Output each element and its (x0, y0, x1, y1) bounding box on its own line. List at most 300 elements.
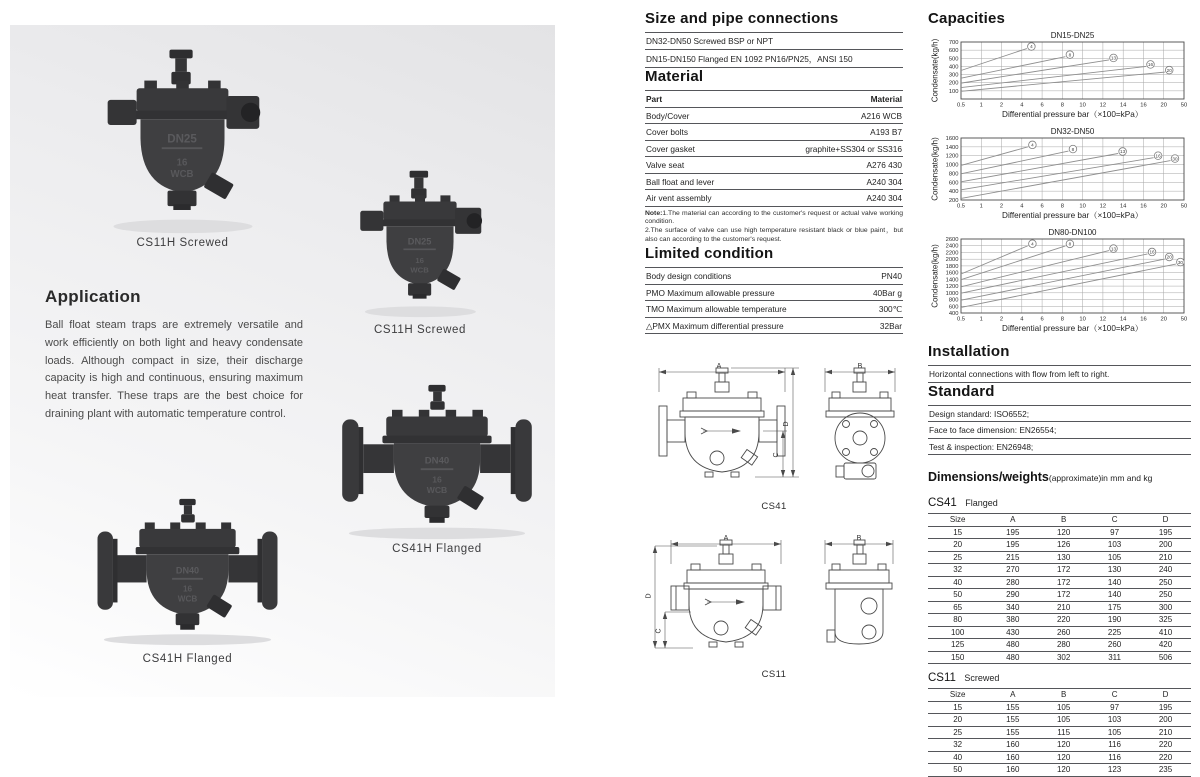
table-cell: 210 (1140, 551, 1191, 564)
section-title-size: Size and pipe connections (645, 10, 839, 27)
table-cell: 116 (1089, 739, 1140, 752)
table-cell: 50 (928, 764, 987, 777)
cs11-table-name: CS11 (928, 672, 956, 684)
row-label: PMO Maximum allowable pressure (646, 287, 775, 298)
table-cell: 97 (1089, 526, 1140, 539)
y-tick-label: 1000 (945, 290, 959, 297)
material-table (645, 90, 903, 207)
table-header-row (928, 689, 1191, 702)
body-marking-dn: DN40 (175, 565, 200, 576)
table-cell: 260 (1089, 639, 1140, 652)
valve-caption: CS41H Flanged (142, 653, 233, 665)
table-cell: 115 (1038, 726, 1089, 739)
x-tick-label: 2 (999, 102, 1004, 109)
table-cell: 20 (928, 539, 987, 552)
table-cell: 140 (1089, 589, 1140, 602)
y-tick-label: 600 (948, 48, 959, 55)
table-cell: 200 (1140, 714, 1191, 727)
y-axis-label: Condensate(kg/h) (930, 137, 940, 201)
row-label: Ball float and lever (646, 176, 715, 187)
curve-marker-label: 4 (1031, 241, 1034, 247)
table-cell: 103 (1089, 714, 1140, 727)
y-tick-label: 700 (948, 40, 959, 46)
table-cell: 280 (1038, 639, 1089, 652)
cs11-side-view (825, 535, 893, 644)
table-row (928, 526, 1191, 539)
row-label: Body/Cover (646, 110, 690, 121)
y-tick-label: 1800 (945, 263, 959, 270)
table-cell: 50 (928, 589, 987, 602)
x-tick-label: 20 (1160, 203, 1167, 210)
section-title-material: Material (645, 68, 704, 85)
row-label: Cover bolts (646, 127, 688, 137)
table-cell: 105 (1089, 726, 1140, 739)
note-line-1: 1.The material can according to the customer's request or actual valve working condition. (645, 209, 903, 226)
row-value: 32Bar (879, 320, 902, 331)
x-axis-label: Differential pressure bar（×100=kPa） (1002, 211, 1143, 220)
x-tick-label: 12 (1099, 102, 1107, 109)
body-marking-dn: DN25 (167, 133, 197, 146)
table-cell: 32 (928, 739, 987, 752)
valve-photo-cs11h-mid (345, 163, 495, 321)
curve-marker-label: 4 (1031, 142, 1034, 148)
column-header: Size (928, 514, 987, 527)
column-header: Size (928, 689, 987, 702)
capacity-chart-dn80-dn100 (928, 227, 1191, 337)
material-header-material: Material (870, 94, 902, 104)
material-note (645, 210, 903, 246)
application-text: Ball float steam traps are extremely versatile and work efficiently on both light and heavy condensate loads. Although compact in size, their discharge capacity is high and continuous, ensuring maximum heat transfer. These traps are the best choice for draining plant with automatic temperature control. (45, 319, 303, 421)
dim-label-d: D (645, 593, 653, 599)
cs41-table-heading (928, 493, 1191, 511)
y-tick-label: 1600 (945, 136, 959, 142)
table-row (928, 576, 1191, 589)
table-cell: 430 (987, 626, 1038, 639)
dim-label-a: A (716, 363, 722, 371)
pipe-connection-rows (645, 32, 903, 68)
cs41-table-name: CS41 (928, 497, 957, 509)
y-tick-label: 2600 (945, 237, 959, 243)
table-cell: 410 (1140, 626, 1191, 639)
material-row (645, 190, 903, 207)
table-cell: 155 (987, 701, 1038, 714)
x-tick-label: 8 (1060, 316, 1064, 323)
table-cell: 105 (1089, 551, 1140, 564)
y-tick-label: 100 (948, 88, 959, 95)
cs41-technical-drawing (645, 348, 903, 512)
table-cell: 250 (1140, 576, 1191, 589)
table-cell: 80 (928, 614, 987, 627)
table-cell: 200 (1140, 539, 1191, 552)
body-marking-wcb: WCB (426, 485, 448, 496)
row-label: △PMX Maximum differential pressure (646, 320, 784, 331)
y-tick-label: 200 (948, 80, 959, 87)
table-cell: 15 (928, 526, 987, 539)
product-gallery (10, 25, 555, 697)
y-tick-label: 1000 (945, 162, 959, 169)
dimensions-table (928, 688, 1191, 777)
material-row (645, 141, 903, 158)
table-cell: 25 (928, 726, 987, 739)
installation-row: Horizontal connections with flow from left to right. (928, 366, 1191, 383)
x-tick-label: 12 (1099, 316, 1107, 323)
capacity-curve (961, 151, 1068, 174)
capacity-chart-dn32-dn50 (928, 126, 1191, 224)
column-header: D (1140, 514, 1191, 527)
table-cell: 480 (987, 651, 1038, 664)
dim-label-d: D (783, 421, 790, 427)
table-cell: 260 (1038, 626, 1089, 639)
x-tick-label: 1 (979, 102, 983, 109)
y-tick-label: 2000 (945, 257, 959, 264)
table-cell: 215 (987, 551, 1038, 564)
table-cell: 340 (987, 601, 1038, 614)
valve-photo-cs41h-bottom (85, 497, 290, 647)
table-row (928, 701, 1191, 714)
dimensions-table (928, 513, 1191, 664)
x-tick-label: 12 (1099, 203, 1107, 210)
column-header: C (1089, 689, 1140, 702)
row-label: TMO Maximum allowable temperature (646, 304, 787, 315)
y-tick-label: 800 (948, 171, 959, 178)
table-cell: 250 (1140, 589, 1191, 602)
row-value: 40Bar g (872, 287, 902, 298)
section-title-capacities: Capacities (928, 10, 1006, 27)
curve-marker-label: 30 (1177, 259, 1183, 265)
x-tick-label: 0.5 (956, 203, 966, 210)
table-row (928, 751, 1191, 764)
table-cell: 97 (1089, 701, 1140, 714)
table-cell: 20 (928, 714, 987, 727)
table-cell: 420 (1140, 639, 1191, 652)
installation-rows (928, 365, 1191, 383)
cs11-table-variant: Screwed (964, 673, 1000, 683)
cs11-front-view (646, 535, 782, 648)
cs41-drawing-caption: CS41 (761, 501, 787, 513)
capacity-curve (961, 147, 1028, 166)
pipe-connection-row: DN15-DN150 Flanged EN 1092 PN16/PN25，ANSI 150 (645, 50, 903, 69)
row-label: Air vent assembly (646, 193, 712, 203)
valve-photo-cs41h-right (328, 383, 546, 541)
table-cell: 172 (1038, 564, 1089, 577)
x-tick-label: 4 (1020, 102, 1024, 109)
body-marking-wcb: WCB (170, 169, 194, 181)
x-tick-label: 16 (1140, 316, 1147, 323)
table-cell: 300 (1140, 601, 1191, 614)
x-tick-label: 16 (1140, 102, 1147, 109)
chart-title: DN32-DN50 (1050, 127, 1095, 136)
table-cell: 160 (987, 739, 1038, 752)
limited-condition-row (645, 318, 903, 335)
valve-caption: CS41H Flanged (392, 543, 482, 555)
dim-label-b: B (856, 535, 862, 543)
table-cell: 240 (1140, 564, 1191, 577)
x-tick-label: 14 (1119, 102, 1127, 109)
table-row (928, 601, 1191, 614)
table-row (928, 564, 1191, 577)
table-cell: 40 (928, 576, 987, 589)
material-row (645, 157, 903, 174)
steam-trap-screwed-illustration (345, 163, 495, 321)
chart-title: DN80-DN100 (1048, 228, 1097, 237)
x-tick-label: 1 (979, 316, 983, 323)
curve-marker-label: 20 (1166, 254, 1172, 260)
dim-label-b: B (857, 363, 863, 371)
cs11-drawing-caption: CS11 (761, 669, 787, 681)
x-axis-label: Differential pressure bar（×100=kPa） (1002, 110, 1143, 119)
standard-row: Design standard: ISO6552; (928, 406, 1191, 423)
cs11-dimensions-table (928, 688, 1191, 777)
table-row (928, 539, 1191, 552)
material-row (645, 108, 903, 125)
x-tick-label: 10 (1079, 316, 1086, 323)
table-cell: 140 (1089, 576, 1140, 589)
table-cell: 210 (1140, 726, 1191, 739)
row-value: A276 430 (866, 160, 902, 170)
row-value: A216 WCB (860, 110, 902, 121)
table-cell: 380 (987, 614, 1038, 627)
table-cell: 155 (987, 714, 1038, 727)
y-tick-label: 400 (948, 64, 959, 71)
table-cell: 120 (1038, 751, 1089, 764)
table-cell: 220 (1038, 614, 1089, 627)
table-cell: 130 (1089, 564, 1140, 577)
table-cell: 325 (1140, 614, 1191, 627)
table-cell: 100 (928, 626, 987, 639)
cs41-front-view (659, 363, 799, 477)
table-cell: 40 (928, 751, 987, 764)
table-cell: 25 (928, 551, 987, 564)
table-row (928, 626, 1191, 639)
valve-caption: CS11H Screwed (374, 324, 466, 336)
x-tick-label: 1 (979, 203, 983, 210)
table-header-row (928, 514, 1191, 527)
body-marking-wcb: WCB (177, 594, 198, 604)
y-tick-label: 400 (948, 189, 959, 196)
row-value: A240 304 (866, 176, 902, 187)
table-cell: 105 (1038, 701, 1089, 714)
y-tick-label: 800 (948, 297, 959, 304)
table-cell: 190 (1089, 614, 1140, 627)
y-tick-label: 600 (948, 180, 959, 187)
table-cell: 480 (987, 639, 1038, 652)
x-tick-label: 50 (1180, 203, 1188, 210)
row-value: A193 B7 (870, 127, 902, 137)
section-title-standard: Standard (928, 382, 995, 400)
steam-trap-screwed-illustration (95, 40, 270, 238)
column-header: B (1038, 689, 1089, 702)
cs11-technical-drawing (645, 520, 903, 680)
x-tick-label: 0.5 (956, 316, 966, 323)
material-header-row (645, 91, 903, 108)
x-tick-label: 6 (1040, 316, 1044, 323)
flow-arrow-icon (701, 428, 741, 434)
table-row (928, 764, 1191, 777)
material-header-part: Part (646, 94, 663, 104)
application-section (45, 287, 303, 424)
curve-marker-label: 16 (1155, 153, 1161, 159)
cs41-table-variant: Flanged (965, 498, 998, 508)
limited-condition-table (645, 267, 903, 334)
capacity-curve (961, 49, 1027, 71)
x-tick-label: 6 (1040, 203, 1044, 210)
body-marking-pn: 16 (415, 256, 424, 266)
material-row (645, 124, 903, 141)
limited-condition-row (645, 285, 903, 302)
x-tick-label: 14 (1119, 316, 1127, 323)
x-tick-label: 4 (1020, 203, 1024, 210)
x-axis-label: Differential pressure bar（×100=kPa） (1002, 324, 1143, 333)
table-cell: 195 (987, 539, 1038, 552)
dim-label-c: C (773, 452, 780, 458)
x-tick-label: 2 (999, 316, 1004, 323)
x-tick-label: 50 (1180, 316, 1188, 323)
table-cell: 150 (928, 651, 987, 664)
y-tick-label: 2400 (945, 243, 959, 250)
table-cell: 506 (1140, 651, 1191, 664)
valve-photo-cs11h-top (95, 40, 270, 238)
body-marking-dn: DN40 (424, 455, 450, 467)
table-cell: 160 (987, 751, 1038, 764)
curve-marker-label: 16 (1147, 62, 1154, 68)
x-tick-label: 8 (1060, 203, 1064, 210)
x-tick-label: 4 (1020, 316, 1024, 323)
x-tick-label: 0.5 (956, 102, 966, 109)
dim-label-c: C (655, 628, 663, 634)
table-cell: 172 (1038, 576, 1089, 589)
table-cell: 123 (1089, 764, 1140, 777)
row-label: Body design conditions (646, 271, 732, 282)
curve-marker-label: 8 (1068, 241, 1072, 247)
table-cell: 103 (1089, 539, 1140, 552)
steam-trap-flanged-illustration (85, 497, 290, 647)
curve-marker-label: 8 (1071, 146, 1075, 152)
column-header: A (987, 514, 1038, 527)
table-cell: 235 (1140, 764, 1191, 777)
capacity-chart-dn15-dn25 (928, 30, 1191, 123)
x-tick-label: 10 (1079, 102, 1086, 109)
standard-rows (928, 405, 1191, 456)
table-row (928, 714, 1191, 727)
x-tick-label: 50 (1180, 102, 1188, 109)
curve-marker-label: 13 (1110, 55, 1117, 61)
y-tick-label: 300 (948, 72, 959, 79)
x-tick-label: 8 (1060, 102, 1064, 109)
table-cell: 125 (928, 639, 987, 652)
table-cell: 270 (987, 564, 1038, 577)
body-marking-pn: 16 (176, 157, 188, 169)
flow-arrow-icon (705, 599, 745, 605)
material-row (645, 174, 903, 191)
table-cell: 120 (1038, 739, 1089, 752)
row-value: PN40 (881, 271, 902, 282)
y-tick-label: 500 (948, 56, 959, 63)
capacity-curve (961, 161, 1170, 199)
table-cell: 290 (987, 589, 1038, 602)
table-cell: 311 (1089, 651, 1140, 664)
x-tick-label: 10 (1079, 203, 1086, 210)
x-tick-label: 6 (1040, 102, 1044, 109)
row-value: 300℃ (878, 304, 902, 315)
x-tick-label: 14 (1119, 203, 1127, 210)
chart-svg (928, 126, 1191, 224)
cs41-side-view (825, 363, 895, 479)
table-row (928, 726, 1191, 739)
table-cell: 195 (1140, 526, 1191, 539)
x-tick-label: 20 (1160, 102, 1167, 109)
capacity-column (928, 10, 1191, 777)
body-marking-dn: DN25 (407, 236, 432, 247)
table-cell: 15 (928, 701, 987, 714)
note-line-2: 2.The surface of valve can use high temperature resistant black or blue paint，but also can according to the customer's request. (645, 227, 903, 244)
y-axis-label: Condensate(kg/h) (930, 244, 940, 308)
limited-condition-row (645, 301, 903, 318)
body-marking-pn: 16 (432, 474, 442, 485)
table-cell: 195 (1140, 701, 1191, 714)
table-row (928, 589, 1191, 602)
table-cell: 32 (928, 564, 987, 577)
table-row (928, 551, 1191, 564)
limited-condition-row (645, 268, 903, 285)
y-tick-label: 1400 (945, 144, 959, 151)
curve-marker-label: 4 (1030, 44, 1033, 50)
dimensions-title-suffix: (approximate)in mm and kg (1048, 473, 1153, 483)
curve-marker-label: 13 (1110, 246, 1117, 252)
y-tick-label: 200 (948, 198, 959, 204)
section-title-limited: Limited condition (645, 245, 774, 263)
table-cell: 302 (1038, 651, 1089, 664)
y-tick-label: 1200 (945, 153, 959, 160)
body-marking-wcb: WCB (410, 265, 429, 275)
capacity-curve (961, 66, 1146, 87)
table-cell: 116 (1089, 751, 1140, 764)
curve-marker-label: 20 (1166, 67, 1172, 73)
y-tick-label: 1400 (945, 277, 959, 284)
steam-trap-flanged-illustration (328, 383, 546, 541)
curve-marker-label: 30 (1172, 156, 1178, 162)
table-row (928, 651, 1191, 664)
capacity-curve (961, 72, 1165, 91)
table-cell: 225 (1089, 626, 1140, 639)
table-cell: 172 (1038, 589, 1089, 602)
column-header: C (1089, 514, 1140, 527)
specs-column (645, 10, 903, 680)
table-row (928, 614, 1191, 627)
curve-marker-label: 8 (1068, 52, 1072, 58)
standard-row: Face to face dimension: EN26554; (928, 422, 1191, 439)
table-cell: 65 (928, 601, 987, 614)
table-cell: 126 (1038, 539, 1089, 552)
table-cell: 130 (1038, 551, 1089, 564)
y-tick-label: 2200 (945, 250, 959, 257)
column-header: A (987, 689, 1038, 702)
y-axis-label: Condensate(kg/h) (930, 38, 940, 103)
material-rows (645, 108, 903, 207)
valve-caption: CS11H Screwed (136, 237, 229, 249)
dimensions-title: Dimensions/weights (928, 470, 1049, 484)
capacity-curve (961, 246, 1028, 274)
table-cell: 280 (987, 576, 1038, 589)
column-header: B (1038, 514, 1089, 527)
table-cell: 210 (1038, 601, 1089, 614)
table-cell: 220 (1140, 739, 1191, 752)
dimensions-heading (928, 468, 1191, 486)
pipe-connection-row: DN32-DN50 Screwed BSP or NPT (645, 33, 903, 50)
table-row (928, 739, 1191, 752)
table-cell: 220 (1140, 751, 1191, 764)
table-cell: 195 (987, 526, 1038, 539)
x-tick-label: 16 (1140, 203, 1147, 210)
